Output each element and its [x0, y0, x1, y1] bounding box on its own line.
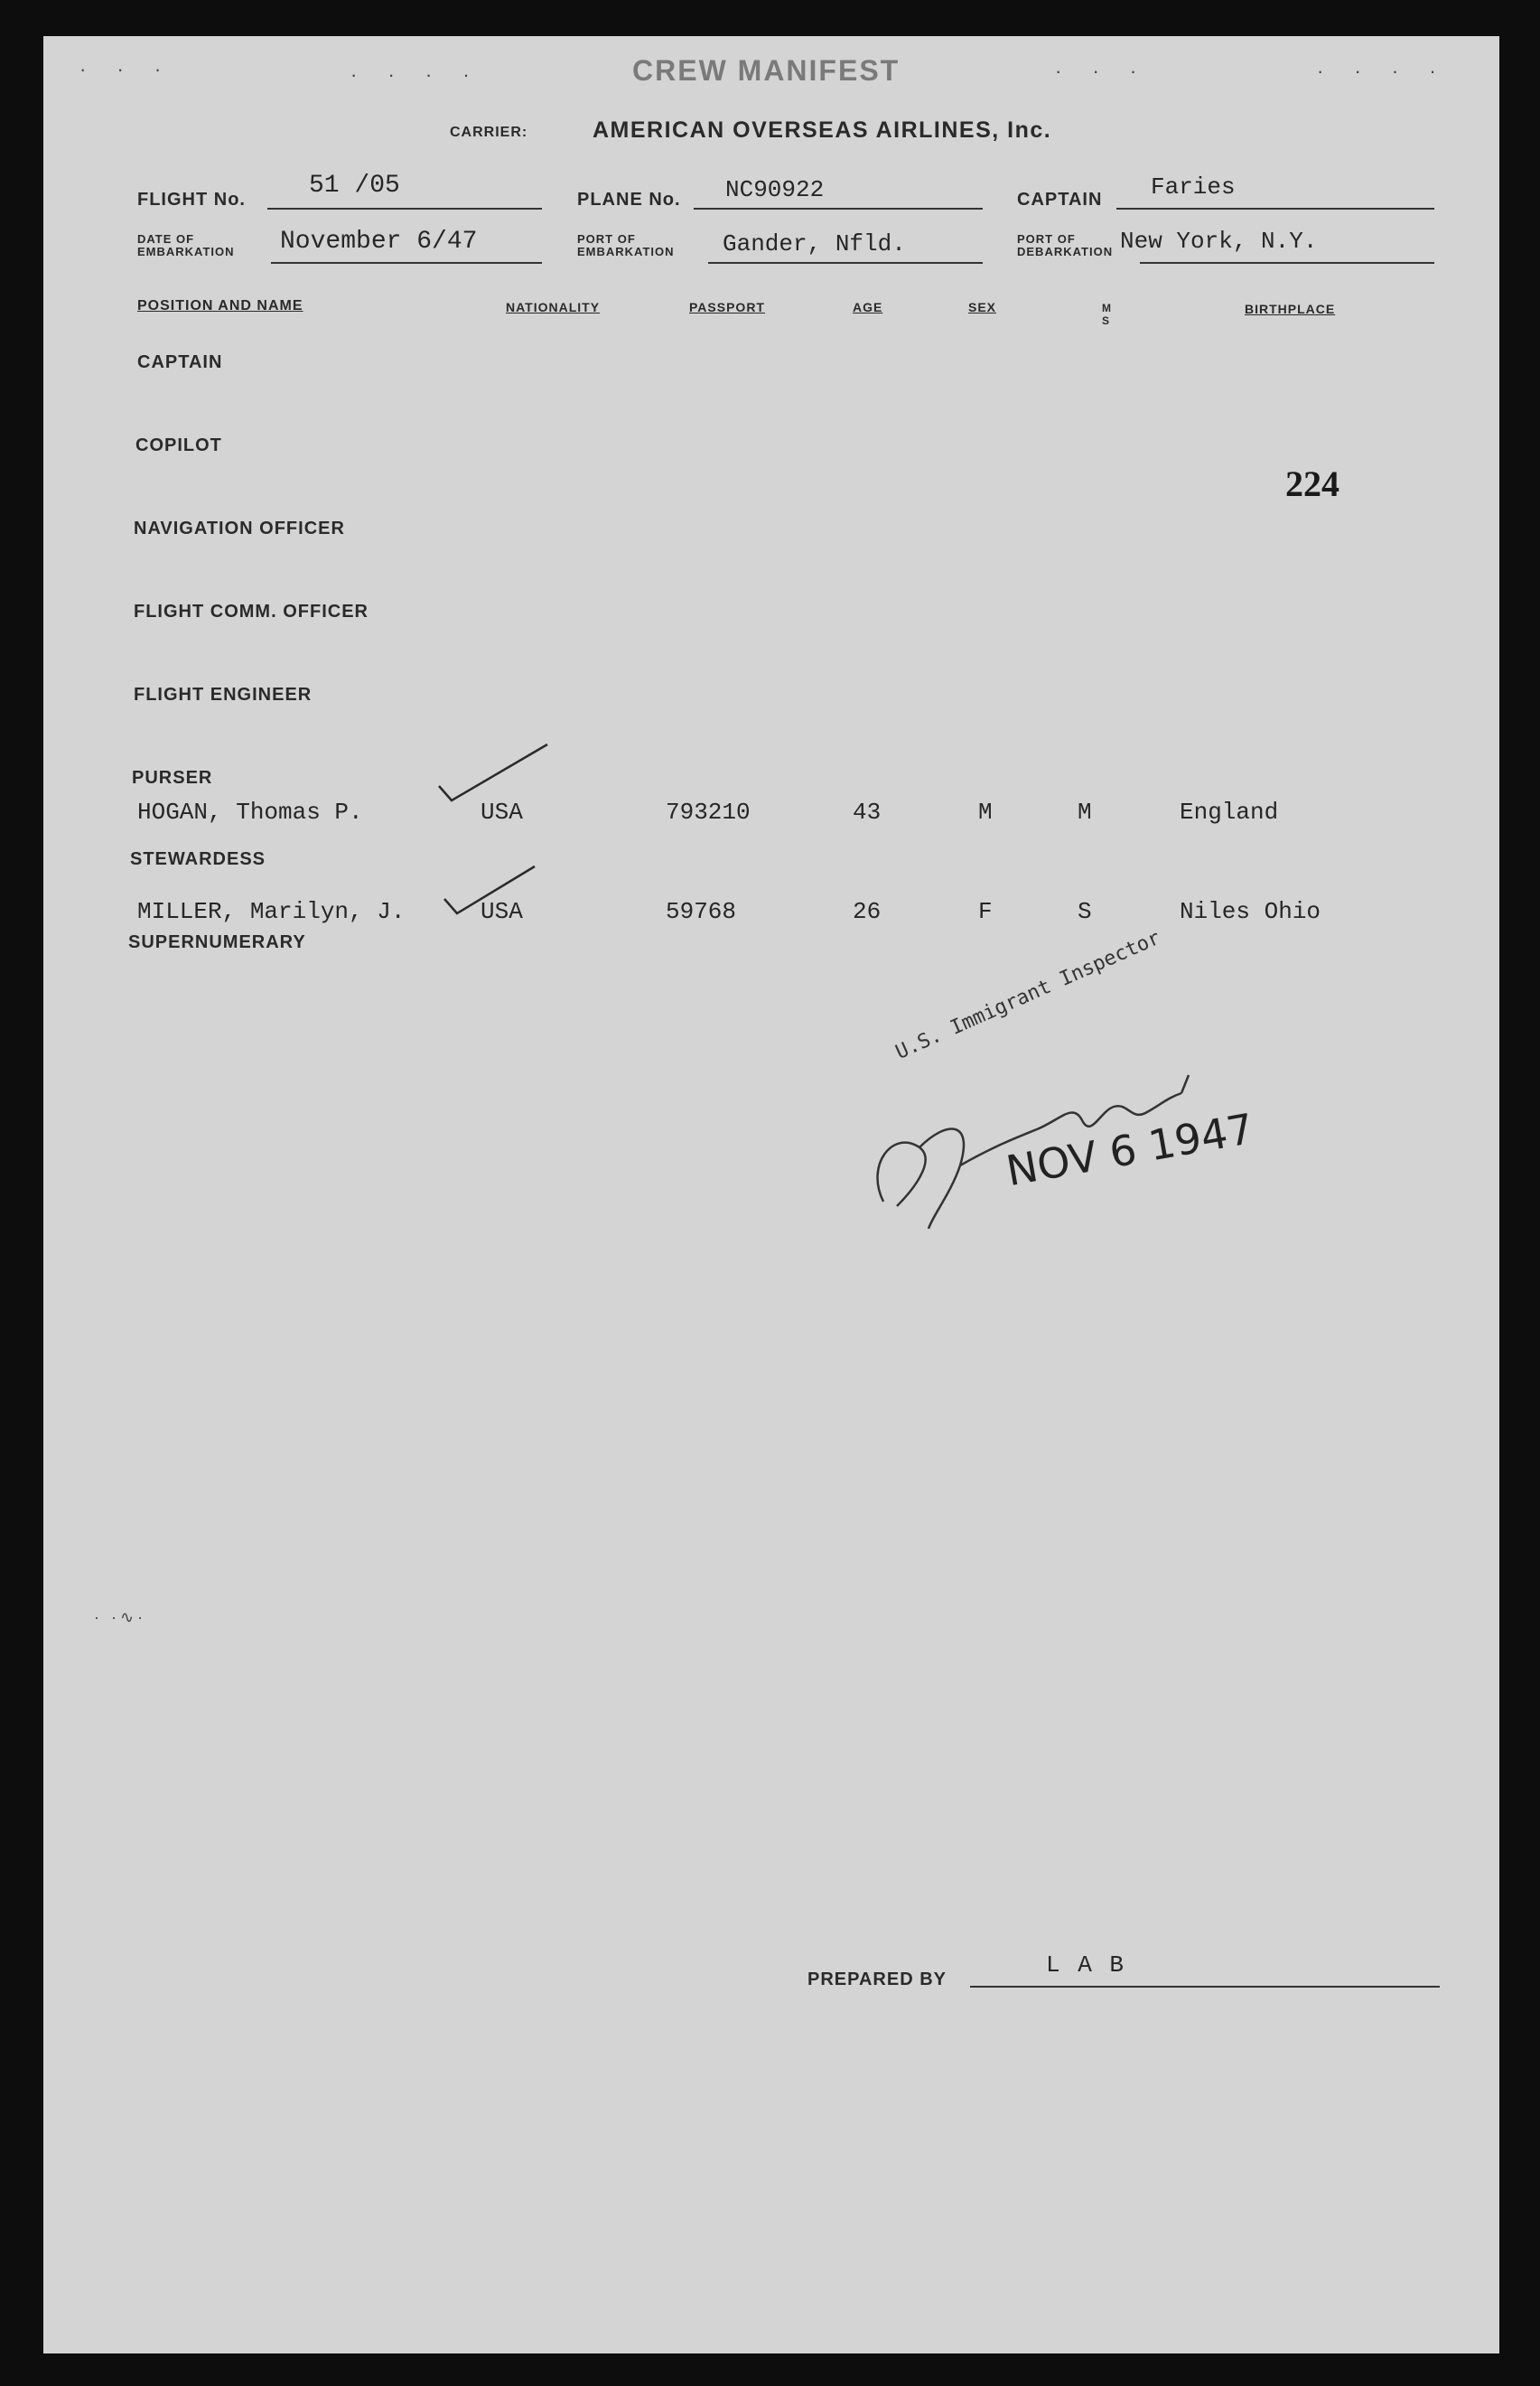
section-copilot: COPILOT: [135, 435, 222, 455]
captain-line: [1116, 208, 1434, 210]
crew-sex-miller: F: [978, 898, 993, 925]
page-number: 224: [1285, 463, 1339, 504]
port-debarkation: New York, N.Y.: [1120, 228, 1318, 255]
inspector-stamp-text: U.S. Immigrant Inspector: [892, 926, 1164, 1064]
manifest-title: CREW MANIFEST: [632, 54, 901, 87]
section-navigation-officer: NAVIGATION OFFICER: [134, 519, 345, 538]
header-sex: SEX: [968, 300, 997, 314]
port-embarkation-label: PORT OF EMBARKATION: [577, 232, 675, 258]
port-debarkation-label: PORT OF DEBARKATION: [1017, 232, 1114, 258]
section-flight-engineer: FLIGHT ENGINEER: [134, 685, 313, 705]
header-marital-status: M S: [1102, 302, 1112, 327]
header-position-name: POSITION AND NAME: [137, 298, 303, 313]
section-captain: CAPTAIN: [137, 352, 223, 372]
crew-passport-hogan: 793210: [666, 799, 751, 826]
crew-marital-hogan: M: [1078, 799, 1092, 826]
inspection-stamp-date: NOV 6 1947: [1003, 1103, 1258, 1196]
prepared-by-label: PREPARED BY: [807, 1970, 947, 1989]
section-stewardess: STEWARDESS: [130, 849, 266, 869]
crew-birthplace-miller: Niles Ohio: [1180, 898, 1321, 925]
scan-dots-right: · · ·: [1055, 60, 1150, 82]
crew-sex-hogan: M: [978, 799, 993, 826]
port-embarkation-line: [708, 262, 983, 264]
date-line: [271, 262, 542, 264]
crew-marital-miller: S: [1078, 898, 1092, 925]
flight-number: 51 /05: [309, 172, 400, 200]
scan-dots-left: · · ·: [79, 58, 174, 80]
header-age: AGE: [853, 300, 883, 314]
header-nationality: NATIONALITY: [506, 300, 601, 314]
plane-number: NC90922: [725, 176, 825, 203]
crew-name-miller: MILLER, Marilyn, J.: [137, 898, 406, 925]
carrier-label: CARRIER:: [450, 125, 528, 140]
scan-dots-far-right: · · · ·: [1317, 60, 1449, 82]
section-supernumerary: SUPERNUMERARY: [128, 932, 306, 952]
manifest-sheet: [43, 36, 1499, 2353]
port-embarkation: Gander, Nfld.: [723, 230, 906, 257]
crew-nationality-miller: USA: [481, 898, 523, 925]
crew-age-miller: 26: [853, 898, 882, 925]
port-debarkation-line: [1140, 262, 1434, 264]
crew-birthplace-hogan: England: [1180, 799, 1279, 826]
scan-mark: · ·∿·: [94, 1608, 147, 1626]
prepared-by-line: [970, 1986, 1440, 1988]
header-birthplace: BIRTHPLACE: [1245, 302, 1336, 316]
captain-label: CAPTAIN: [1017, 190, 1103, 210]
flight-line: [267, 208, 542, 210]
captain-name: Faries: [1151, 173, 1236, 201]
plane-label: PLANE No.: [577, 190, 681, 210]
flight-label: FLIGHT No.: [137, 190, 246, 210]
date-label: DATE OF EMBARKATION: [137, 232, 235, 258]
prepared-by-initials: L A B: [1046, 1951, 1126, 1979]
embarkation-date: November 6/47: [280, 228, 478, 256]
crew-name-hogan: HOGAN, Thomas P.: [137, 799, 363, 826]
crew-passport-miller: 59768: [666, 898, 737, 925]
crew-age-hogan: 43: [853, 799, 882, 826]
carrier-name: AMERICAN OVERSEAS AIRLINES, Inc.: [593, 117, 1052, 143]
crew-nationality-hogan: USA: [481, 799, 523, 826]
section-purser: PURSER: [132, 768, 213, 788]
plane-line: [694, 208, 983, 210]
section-flight-comm-officer: FLIGHT COMM. OFFICER: [134, 602, 369, 622]
header-passport: PASSPORT: [689, 300, 765, 314]
scan-dots-center: · · · ·: [350, 63, 482, 86]
